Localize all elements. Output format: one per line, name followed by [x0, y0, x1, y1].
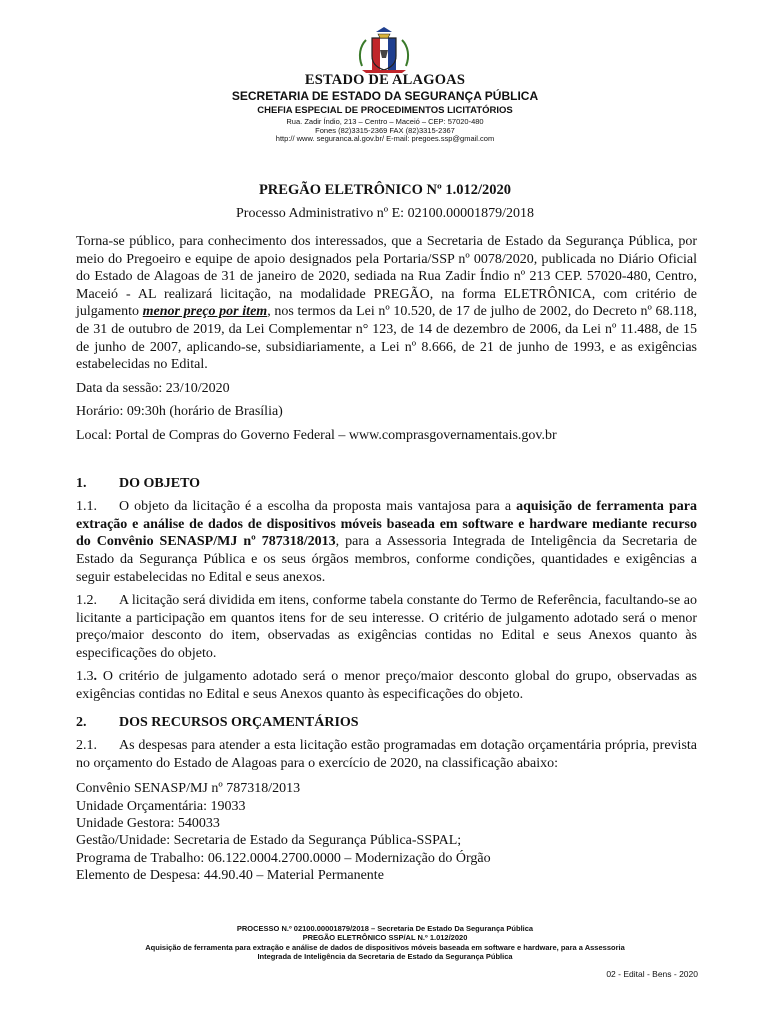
clause-text: O objeto da licitação é a escolha da proposta mais vantajosa para a — [119, 499, 517, 515]
budget-line: Unidade Gestora: 540033 — [76, 816, 220, 832]
clause-object-bold: aquisição de ferramenta para extração e análise de dados de dispositivos móveis baseada em software e hardware mediante recurso do Convênio SENASP/MJ nº 787318/2013 — [76, 499, 697, 550]
footer-line-3: Aquisição de ferramenta para extração e análise de dados de dispositivos móveis baseada em software e hardware, para a Assessoria — [145, 942, 625, 952]
budget-line: Unidade Orçamentária: 19033 — [76, 798, 246, 814]
section-2-number: 2. — [76, 714, 87, 730]
clause-1-3 — [76, 668, 697, 703]
header-secretariat: SECRETARIA DE ESTADO DA SEGURANÇA PÚBLICA — [231, 89, 539, 103]
process-number: Processo Administrativo nº E: 02100.00001879/2018 — [236, 206, 534, 221]
session-time: Horário: 09:30h (horário de Brasília) — [76, 404, 283, 420]
page-footer — [0, 924, 770, 961]
page-code: 02 - Edital - Bens - 2020 — [606, 969, 698, 979]
header-state-name: ESTADO DE ALAGOAS — [304, 72, 466, 88]
section-1-title: DO OBJETO — [119, 475, 201, 491]
intro-text-2: , nos termos da Lei nº 10.520, de 17 de julho de 2002, do Decreto nº 68.118, de 31 de outubro de 2019, da Lei Complementar n° 123, de 14 de dezembro de 2006, da Lei nº 11.488, de 15 de junho de 2007, aplicando-se, subsidiariamente, a Lei nº 8.666, de 21 de junho de 1993, e as exigências estabelecidas no Edital. — [76, 304, 698, 373]
budget-classification — [76, 780, 697, 884]
clause-1-1 — [76, 498, 697, 586]
session-place: Local: Portal de Compras do Governo Federal – www.comprasgovernamentais.gov.br — [76, 427, 557, 443]
section-1-heading — [76, 475, 697, 493]
clause-text: O critério de julgamento adotado será o menor preço/maior desconto global do grupo, observadas as exigências contidas no Edital e seus Anexos quanto às especificações do objeto. — [76, 669, 697, 703]
footer-line-2: PREGÃO ELETRÔNICO SSP/AL N.º 1.012/2020 — [302, 933, 468, 943]
clause-number: 1.3 — [76, 669, 94, 685]
clause-text: As despesas para atender a esta licitação estão programadas em dotação orçamentária própria, prevista no orçamento do Estado de Alagoas para o exercício de 2020, na classificação abaixo: — [76, 738, 697, 771]
footer-line-1: PROCESSO N.º 02100.00001879/2018 – Secretaria De Estado Da Segurança Pública — [236, 924, 534, 933]
header-web-email: http:// www. seguranca.al.gov.br/ E-mail: pregoes.ssp@gmail.com — [275, 134, 495, 143]
clause-number: 1.1. — [76, 499, 97, 515]
budget-line: Gestão/Unidade: Secretaria de Estado da Segurança Pública-SSPAL; — [76, 833, 462, 849]
budget-line: Programa de Trabalho: 06.122.0004.2700.0000 – Modernização do Órgão — [76, 850, 491, 866]
state-coat-of-arms-icon — [356, 26, 412, 74]
clause-number-dot: . — [93, 669, 97, 685]
clause-text: A licitação será dividida em itens, conforme tabela constante do Termo de Referência, facultando-se ao licitante a participação em quantos itens for de seu interesse. O critério de julgamento adotado será o menor preço/maior desconto do item, observadas as exigências contidas no Edital e seus Anexos quanto às especificações do objeto. — [76, 593, 697, 661]
clause-number: 1.2. — [76, 593, 97, 609]
budget-line: Convênio SENASP/MJ nº 787318/2013 — [76, 781, 301, 797]
section-1-number: 1. — [76, 475, 87, 491]
intro-emphasis: menor preço por item — [142, 304, 268, 320]
clause-2-1 — [76, 737, 697, 772]
header-department: CHEFIA ESPECIAL DE PROCEDIMENTOS LICITATÓRIOS — [257, 105, 513, 116]
document-title: PREGÃO ELETRÔNICO Nº 1.012/2020 — [258, 182, 512, 198]
session-date: Data da sessão: 23/10/2020 — [76, 380, 230, 396]
section-2-title: DOS RECURSOS ORÇAMENTÁRIOS — [119, 714, 359, 730]
clause-number: 2.1. — [76, 738, 97, 754]
footer-line-4: Integrada de Inteligência da Secretaria de Estado da Segurança Pública — [257, 951, 513, 961]
intro-text-1: Torna-se público, para conhecimento dos interessados, que a Secretaria de Estado da Segurança Pública, por meio do Pregoeiro e equipe de apoio designados pela Portaria/SSP nº 0078/2020, publicada no Diário Oficial do Estado de Alagoas de 31 de janeiro de 2020, sediada na Rua Zadir Índio nº 213 CEP. 57020-480, Centro, Maceió - AL realizará licitação, na modalidade PREGÃO, na forma ELETRÔNICA, com critério de julgamento — [76, 234, 697, 320]
header-address: Rua. Zadir Índio, 213 – Centro – Maceió – CEP: 57020-480 — [286, 117, 484, 126]
document-body — [76, 233, 697, 884]
budget-line: Elemento de Despesa: 44.90.40 – Material Permanente — [76, 867, 384, 883]
header-phones: Fones (82)3315-2369 FAX (82)3315-2367 — [315, 125, 455, 135]
section-2-heading — [76, 714, 697, 732]
clause-text: , para a Assessoria Integrada de Inteligência da Secretaria de Estado da Segurança Pública e os seus órgãos membros, conforme condições, quantidades e exigências a seguir estabelecidas no Edital e seus anexos. — [76, 534, 697, 585]
intro-paragraph — [76, 233, 697, 374]
clause-1-2 — [76, 592, 697, 662]
